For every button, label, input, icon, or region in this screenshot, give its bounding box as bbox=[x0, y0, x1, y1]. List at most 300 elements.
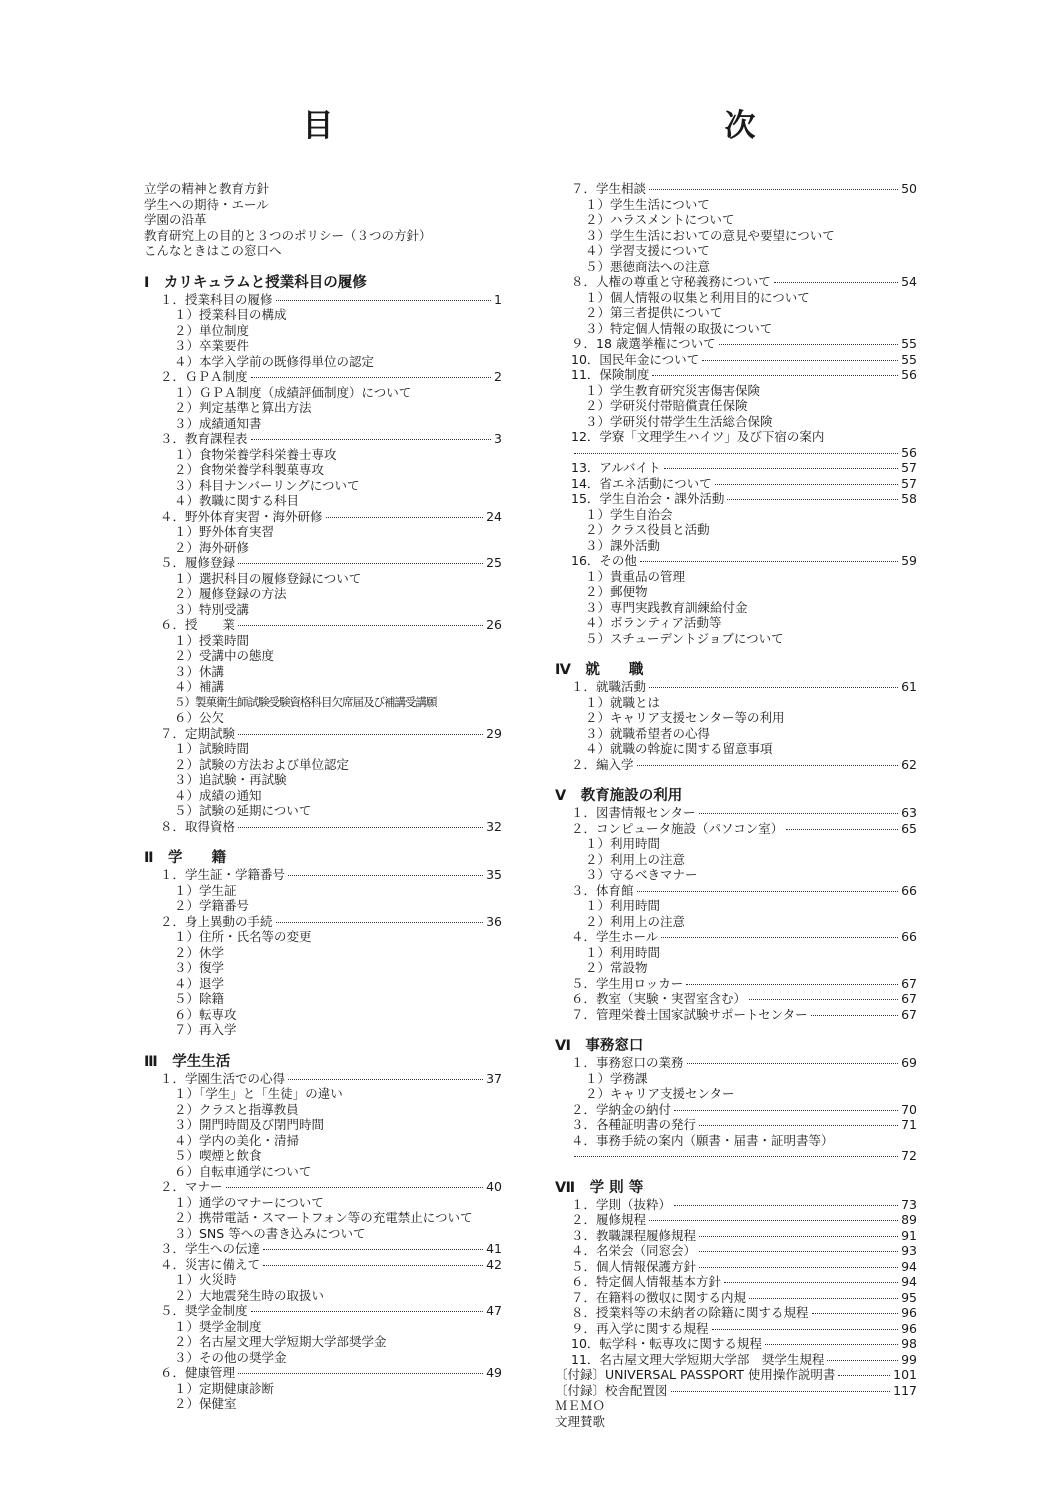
toc-subitem[interactable] bbox=[555, 914, 917, 930]
toc-subitem[interactable] bbox=[555, 259, 917, 275]
toc-page-number: 2 bbox=[494, 369, 502, 384]
toc-item-title: ２）ハラスメントについて bbox=[585, 212, 735, 227]
toc-subitem[interactable] bbox=[144, 1117, 502, 1133]
toc-page-number: 56 bbox=[901, 367, 917, 382]
toc-item-title: ３）休講 bbox=[174, 663, 225, 679]
dot-leader bbox=[649, 1220, 898, 1221]
toc-page-number: 72 bbox=[901, 1148, 917, 1163]
toc-section-heading[interactable] bbox=[144, 1054, 502, 1071]
toc-item[interactable] bbox=[555, 991, 917, 1007]
toc-page-number: 25 bbox=[486, 555, 502, 570]
toc-item[interactable] bbox=[555, 1259, 917, 1275]
toc-item[interactable] bbox=[555, 1102, 917, 1118]
toc-item-title: ２）第三者提供について bbox=[585, 305, 723, 320]
toc-subitem[interactable] bbox=[144, 1396, 502, 1412]
toc-subitem[interactable] bbox=[555, 852, 917, 868]
toc-item[interactable] bbox=[144, 867, 502, 883]
toc-page-number: 55 bbox=[901, 351, 917, 367]
toc-subitem[interactable] bbox=[555, 383, 917, 399]
toc-subitem[interactable] bbox=[144, 945, 502, 961]
toc-item-title: 文理賛歌 bbox=[555, 1413, 606, 1429]
dot-leader bbox=[699, 1267, 898, 1268]
toc-subitem[interactable] bbox=[144, 1226, 502, 1242]
toc-item-title: ２．学納金の納付 bbox=[571, 1101, 672, 1117]
toc-subitem[interactable] bbox=[555, 1071, 917, 1087]
toc-subitem[interactable] bbox=[555, 507, 917, 523]
toc-item[interactable] bbox=[555, 1290, 917, 1306]
toc-subitem[interactable] bbox=[555, 836, 917, 852]
toc-page-number: 66 bbox=[901, 929, 917, 944]
toc-item-title: 13．アルバイト bbox=[571, 460, 661, 475]
toc-item-title: １）個人情報の収集と利用目的について bbox=[585, 289, 810, 305]
dot-leader bbox=[686, 984, 898, 985]
toc-subitem[interactable] bbox=[144, 493, 502, 509]
toc-item-title: ４）学習支援について bbox=[585, 243, 710, 258]
toc-item-title: ８．人権の尊重と守秘義務について bbox=[571, 274, 771, 289]
dot-leader bbox=[238, 625, 483, 626]
toc-item[interactable] bbox=[555, 1321, 917, 1337]
toc-item-title: １）火災時 bbox=[174, 1272, 237, 1287]
toc-subitem[interactable] bbox=[144, 710, 502, 726]
toc-subitem[interactable] bbox=[555, 710, 917, 726]
toc-page-number: 98 bbox=[901, 1336, 917, 1351]
toc-item-title: ７．管理栄養士国家試験サポートセンター bbox=[571, 1006, 808, 1022]
toc-item-title: ８．取得資格 bbox=[160, 818, 236, 834]
dot-leader bbox=[276, 922, 484, 923]
toc-subitem[interactable] bbox=[144, 478, 502, 494]
toc-item-title: Ⅰ カリキュラムと授業科目の履修 bbox=[144, 274, 367, 291]
dot-leader bbox=[838, 1375, 890, 1376]
toc-section-heading[interactable] bbox=[144, 850, 502, 867]
toc-item[interactable] bbox=[555, 460, 917, 476]
toc-item[interactable] bbox=[144, 243, 502, 259]
toc-item-title: Ⅱ 学 籍 bbox=[144, 850, 227, 866]
toc-section-heading[interactable] bbox=[555, 1038, 917, 1055]
toc-item-title: ３．学生への伝達 bbox=[160, 1241, 261, 1256]
toc-subitem[interactable] bbox=[555, 569, 917, 585]
toc-subitem[interactable] bbox=[144, 1086, 502, 1102]
toc-item-title: ２）クラス役員と活動 bbox=[585, 522, 710, 537]
toc-item-title: ２）名古屋文理大学短期大学部奨学金 bbox=[174, 1334, 387, 1349]
toc-item[interactable] bbox=[144, 228, 502, 244]
toc-item[interactable] bbox=[144, 1241, 502, 1257]
toc-item[interactable] bbox=[555, 1352, 917, 1368]
toc-subitem[interactable] bbox=[144, 323, 502, 339]
toc-item-title: Ⅵ 事務窓口 bbox=[555, 1038, 644, 1054]
toc-subitem[interactable] bbox=[555, 615, 917, 631]
toc-item[interactable] bbox=[144, 617, 502, 633]
toc-item[interactable] bbox=[555, 821, 917, 837]
toc-subitem[interactable] bbox=[144, 883, 502, 899]
toc-item[interactable] bbox=[555, 367, 917, 383]
toc-item[interactable] bbox=[555, 929, 917, 945]
toc-subitem[interactable] bbox=[555, 1086, 917, 1102]
toc-subitem[interactable] bbox=[555, 726, 917, 742]
dot-leader bbox=[827, 1360, 898, 1361]
toc-item[interactable] bbox=[144, 726, 502, 742]
toc-subitem[interactable] bbox=[144, 1210, 502, 1226]
toc-section-heading[interactable] bbox=[144, 275, 502, 292]
toc-subitem[interactable] bbox=[144, 416, 502, 432]
toc-item-title: １）「学生」と「生徒」の違い bbox=[174, 1086, 343, 1101]
toc-item-title: １）授業時間 bbox=[174, 632, 250, 648]
toc-page-number: 32 bbox=[486, 818, 502, 834]
toc-item[interactable] bbox=[555, 1055, 917, 1071]
dot-leader bbox=[724, 1282, 898, 1283]
dot-leader bbox=[238, 827, 483, 828]
toc-subitem[interactable] bbox=[555, 321, 917, 337]
toc-subitem[interactable] bbox=[144, 898, 502, 914]
dot-leader bbox=[263, 1265, 483, 1266]
toc-subitem[interactable] bbox=[144, 664, 502, 680]
dot-leader bbox=[661, 937, 898, 938]
toc-item-title: ７．学生相談 bbox=[571, 181, 647, 196]
toc-item[interactable] bbox=[555, 181, 917, 197]
toc-subitem[interactable] bbox=[144, 1319, 502, 1335]
dot-leader bbox=[727, 499, 898, 500]
toc-item-title: ４）教職に関する科目 bbox=[174, 493, 300, 508]
toc-item[interactable] bbox=[144, 369, 502, 385]
toc-subitem[interactable] bbox=[144, 803, 502, 819]
toc-subitem[interactable] bbox=[144, 929, 502, 945]
toc-item[interactable] bbox=[144, 555, 502, 571]
dot-leader bbox=[640, 561, 898, 562]
toc-subitem[interactable] bbox=[144, 741, 502, 757]
toc-item[interactable] bbox=[555, 1228, 917, 1244]
toc-item-title: １．事務窓口の業務 bbox=[571, 1055, 684, 1070]
toc-item[interactable] bbox=[555, 679, 917, 695]
toc-item-title: 学園の沿革 bbox=[144, 212, 207, 227]
toc-item[interactable] bbox=[144, 292, 502, 308]
dot-leader bbox=[774, 282, 898, 283]
toc-item-title: こんなときはこの窓口へ bbox=[144, 243, 282, 258]
toc-item-title: ４）退学 bbox=[174, 975, 225, 991]
toc-subitem[interactable] bbox=[144, 354, 502, 370]
toc-item-title: ６．特定個人情報基本方針 bbox=[571, 1274, 722, 1289]
toc-item[interactable] bbox=[555, 1117, 917, 1133]
toc-subitem[interactable] bbox=[144, 462, 502, 478]
toc-item-title: 16．その他 bbox=[571, 553, 637, 568]
section-spacer bbox=[555, 1022, 917, 1038]
toc-page-number: 94 bbox=[901, 1274, 917, 1289]
toc-page-number: 63 bbox=[901, 805, 917, 820]
toc-item-title: 〔付録〕UNIVERSAL PASSPORT 使用操作説明書 bbox=[555, 1367, 836, 1382]
toc-subitem[interactable] bbox=[555, 212, 917, 228]
toc-subitem[interactable] bbox=[144, 772, 502, 788]
dot-leader bbox=[649, 189, 898, 190]
dot-leader bbox=[671, 1391, 891, 1392]
toc-item[interactable] bbox=[555, 976, 917, 992]
toc-page-number: 101 bbox=[893, 1367, 917, 1382]
dot-leader bbox=[251, 377, 492, 378]
toc-item[interactable] bbox=[555, 476, 917, 492]
toc-item[interactable] bbox=[555, 429, 917, 445]
toc-section-heading[interactable] bbox=[555, 788, 917, 805]
toc-page-number: 3 bbox=[494, 431, 502, 446]
toc-subitem[interactable] bbox=[555, 522, 917, 538]
toc-subitem[interactable] bbox=[144, 976, 502, 992]
dot-leader bbox=[702, 360, 898, 361]
toc-item-title: ４）補講 bbox=[174, 679, 225, 694]
toc-item-title: １．授業科目の履修 bbox=[160, 291, 273, 307]
toc-item-title: ２）学研災付帯賠償責任保険 bbox=[585, 398, 748, 413]
toc-item[interactable] bbox=[144, 914, 502, 930]
toc-item-title: ３）特別受講 bbox=[174, 601, 250, 617]
toc-item-title: Ⅳ 就 職 bbox=[555, 662, 644, 678]
toc-subitem[interactable] bbox=[555, 197, 917, 213]
toc-subitem[interactable] bbox=[555, 398, 917, 414]
toc-page-number: 24 bbox=[486, 508, 502, 524]
toc-item-title: ７）再入学 bbox=[174, 1022, 237, 1037]
toc-item-title: ２）携帯電話・スマートフォン等の充電禁止について bbox=[174, 1210, 473, 1225]
dot-leader bbox=[712, 1329, 899, 1330]
toc-item-title: ３．体育館 bbox=[571, 882, 634, 898]
toc-item-title: ６．授 業 bbox=[160, 617, 236, 632]
toc-subitem[interactable] bbox=[555, 741, 917, 757]
toc-item[interactable] bbox=[555, 491, 917, 507]
toc-item-title: １）奨学金制度 bbox=[174, 1318, 262, 1334]
toc-page-number: 36 bbox=[486, 913, 502, 929]
toc-subitem[interactable] bbox=[555, 243, 917, 259]
toc-subitem[interactable] bbox=[144, 960, 502, 976]
toc-subitem[interactable] bbox=[555, 695, 917, 711]
toc-item[interactable] bbox=[555, 1212, 917, 1228]
toc-item[interactable] bbox=[555, 1336, 917, 1352]
toc-item[interactable] bbox=[555, 553, 917, 569]
toc-item[interactable] bbox=[144, 1365, 502, 1381]
toc-item[interactable] bbox=[555, 352, 917, 368]
toc-item-title: ３）専門実践教育訓練給付金 bbox=[585, 599, 748, 615]
toc-item-title: １）学生自治会 bbox=[585, 506, 673, 522]
toc-item-title: １）利用時間 bbox=[585, 944, 661, 960]
toc-page-number: 50 bbox=[901, 181, 917, 196]
toc-subitem[interactable] bbox=[144, 1272, 502, 1288]
toc-page-number: 59 bbox=[901, 553, 917, 568]
toc-item[interactable] bbox=[555, 805, 917, 821]
dot-leader bbox=[238, 563, 483, 564]
toc-item-title: ２）学籍番号 bbox=[174, 898, 250, 913]
toc-item[interactable] bbox=[144, 509, 502, 525]
toc-item-title: ２）保健室 bbox=[174, 1396, 237, 1411]
toc-item[interactable] bbox=[555, 757, 917, 773]
toc-item[interactable] bbox=[144, 1179, 502, 1195]
dot-leader bbox=[786, 829, 898, 830]
toc-page-number: 58 bbox=[901, 491, 917, 506]
toc-item[interactable] bbox=[144, 181, 502, 197]
toc-item[interactable] bbox=[144, 1071, 502, 1087]
toc-item[interactable] bbox=[555, 1148, 917, 1164]
dot-leader bbox=[719, 344, 898, 345]
toc-item-title: ２）常設物 bbox=[585, 960, 648, 975]
toc-item[interactable] bbox=[144, 197, 502, 213]
dot-leader bbox=[715, 484, 898, 485]
toc-item[interactable] bbox=[144, 1303, 502, 1319]
toc-item[interactable] bbox=[555, 274, 917, 290]
toc-subitem[interactable] bbox=[144, 1288, 502, 1304]
toc-page-number: 37 bbox=[486, 1070, 502, 1086]
toc-item-title: ４）就職の斡旋に関する留意事項 bbox=[585, 741, 773, 756]
toc-item-title: ５）悪徳商法への注意 bbox=[585, 258, 711, 274]
toc-item-title: ３．教育課程表 bbox=[160, 431, 248, 446]
toc-item[interactable] bbox=[555, 1133, 917, 1149]
toc-item[interactable] bbox=[555, 1243, 917, 1259]
dot-leader bbox=[288, 875, 483, 876]
toc-item-title: ３）成績通知書 bbox=[174, 415, 262, 431]
toc-subitem[interactable] bbox=[555, 305, 917, 321]
toc-subitem[interactable] bbox=[144, 400, 502, 416]
toc-subitem[interactable] bbox=[144, 1195, 502, 1211]
toc-item-title: １．就職活動 bbox=[571, 679, 647, 694]
toc-item[interactable] bbox=[555, 1274, 917, 1290]
toc-item-title: ４．災害に備えて bbox=[160, 1256, 261, 1272]
toc-subitem[interactable] bbox=[555, 960, 917, 976]
toc-item[interactable] bbox=[555, 445, 917, 461]
toc-item-title: ２）履修登録の方法 bbox=[174, 586, 287, 601]
toc-subitem[interactable] bbox=[555, 631, 917, 647]
toc-item-title: １．学園生活での心得 bbox=[160, 1070, 286, 1086]
toc-item-title: ２）クラスと指導教員 bbox=[174, 1101, 299, 1117]
toc-subitem[interactable] bbox=[144, 571, 502, 587]
toc-subitem[interactable] bbox=[144, 602, 502, 618]
toc-section-heading[interactable] bbox=[555, 1180, 917, 1197]
toc-subitem[interactable] bbox=[555, 228, 917, 244]
toc-subitem[interactable] bbox=[144, 586, 502, 602]
dot-leader bbox=[326, 517, 484, 518]
toc-subitem[interactable] bbox=[555, 945, 917, 961]
toc-item[interactable] bbox=[555, 1398, 917, 1414]
toc-item-title: １）学生教育研究災害傷害保険 bbox=[585, 382, 761, 398]
toc-page-number: 71 bbox=[901, 1117, 917, 1132]
toc-section-heading[interactable] bbox=[555, 662, 917, 679]
toc-subitem[interactable] bbox=[144, 788, 502, 804]
toc-page-number: 99 bbox=[901, 1351, 917, 1367]
toc-item-title: ３）学生生活においての意見や要望について bbox=[585, 227, 835, 243]
toc-item[interactable] bbox=[555, 883, 917, 899]
dot-leader bbox=[238, 734, 483, 735]
dot-leader bbox=[812, 1313, 899, 1314]
toc-subitem[interactable] bbox=[555, 867, 917, 883]
toc-item-title: １）授業科目の構成 bbox=[174, 307, 287, 322]
toc-subitem[interactable] bbox=[555, 414, 917, 430]
toc-subitem[interactable] bbox=[144, 385, 502, 401]
dot-leader bbox=[238, 1373, 483, 1374]
toc-item-title: 14．省エネ活動について bbox=[571, 475, 712, 491]
toc-item[interactable] bbox=[555, 1197, 917, 1213]
toc-item-title: ２）郵便物 bbox=[585, 584, 648, 599]
toc-item[interactable] bbox=[144, 212, 502, 228]
toc-item-title: ２．ＧＰＡ制度 bbox=[160, 369, 248, 384]
toc-subitem[interactable] bbox=[144, 991, 502, 1007]
toc-subitem[interactable] bbox=[555, 600, 917, 616]
toc-item-title: ３）科目ナンバーリングについて bbox=[174, 477, 360, 493]
dot-leader bbox=[251, 439, 492, 440]
toc-item-title: １）選択科目の履修登録について bbox=[174, 570, 362, 586]
toc-subitem[interactable] bbox=[144, 1022, 502, 1038]
toc-subitem[interactable] bbox=[144, 338, 502, 354]
toc-subitem[interactable] bbox=[144, 1381, 502, 1397]
toc-item-title: ２）利用上の注意 bbox=[585, 913, 686, 929]
toc-right-column bbox=[555, 181, 917, 1429]
toc-subitem[interactable] bbox=[144, 648, 502, 664]
toc-subitem[interactable] bbox=[144, 757, 502, 773]
toc-item[interactable] bbox=[555, 1305, 917, 1321]
toc-item-title: 15．学生自治会・課外活動 bbox=[571, 491, 725, 506]
toc-subitem[interactable] bbox=[555, 290, 917, 306]
toc-page-number: 96 bbox=[901, 1305, 917, 1320]
toc-item-title: ９．再入学に関する規程 bbox=[571, 1320, 709, 1336]
toc-item-title: ４．学生ホール bbox=[571, 929, 659, 944]
toc-page-number: 40 bbox=[486, 1179, 502, 1194]
toc-subitem[interactable] bbox=[144, 633, 502, 649]
toc-subitem[interactable] bbox=[555, 584, 917, 600]
toc-item-title: ３）SNS 等への書き込みについて bbox=[174, 1225, 366, 1241]
dot-leader bbox=[574, 1156, 898, 1157]
toc-page-number: 66 bbox=[901, 882, 917, 898]
toc-item-title: ５．個人情報保護方針 bbox=[571, 1258, 697, 1274]
toc-page-number: 67 bbox=[901, 975, 917, 991]
toc-item[interactable] bbox=[144, 1257, 502, 1273]
toc-item-title: １）貴重品の管理 bbox=[585, 568, 686, 584]
toc-subitem[interactable] bbox=[555, 538, 917, 554]
toc-item[interactable] bbox=[144, 431, 502, 447]
toc-item-title: ２）利用上の注意 bbox=[585, 851, 686, 867]
toc-item-title: ９．18 歳選挙権について bbox=[571, 336, 716, 351]
dot-leader bbox=[251, 1311, 484, 1312]
toc-subitem[interactable] bbox=[144, 1148, 502, 1164]
dot-leader bbox=[652, 375, 898, 376]
toc-page-number: 35 bbox=[486, 867, 502, 882]
toc-subitem[interactable] bbox=[144, 307, 502, 323]
toc-item-title: ３）就職希望者の心得 bbox=[585, 725, 711, 741]
toc-item-title: ２）判定基準と算出方法 bbox=[174, 400, 312, 415]
toc-subitem[interactable] bbox=[555, 898, 917, 914]
toc-page-number: 95 bbox=[901, 1289, 917, 1305]
dot-leader bbox=[637, 891, 899, 892]
toc-subitem[interactable] bbox=[144, 1133, 502, 1149]
toc-item-title: ５．奨学金制度 bbox=[160, 1303, 248, 1318]
toc-subitem[interactable] bbox=[144, 1102, 502, 1118]
toc-page-number: 47 bbox=[486, 1303, 502, 1318]
toc-subitem[interactable] bbox=[144, 540, 502, 556]
toc-item-title: ４）ボランティア活動等 bbox=[585, 615, 722, 630]
toc-page-number: 70 bbox=[901, 1101, 917, 1117]
toc-item-title: ２）キャリア支援センター等の利用 bbox=[585, 710, 785, 725]
toc-item-title: ２）受講中の態度 bbox=[174, 648, 275, 663]
toc-subitem[interactable] bbox=[144, 695, 502, 711]
toc-subitem[interactable] bbox=[144, 1164, 502, 1180]
toc-item[interactable] bbox=[555, 336, 917, 352]
toc-item[interactable] bbox=[555, 1383, 917, 1399]
dot-leader bbox=[699, 1125, 898, 1126]
toc-subitem[interactable] bbox=[144, 447, 502, 463]
toc-subitem[interactable] bbox=[144, 679, 502, 695]
toc-subitem[interactable] bbox=[144, 524, 502, 540]
dot-leader bbox=[649, 687, 898, 688]
toc-item[interactable] bbox=[555, 1007, 917, 1023]
dot-leader bbox=[288, 1079, 483, 1080]
toc-subitem[interactable] bbox=[144, 1007, 502, 1023]
toc-subitem[interactable] bbox=[144, 1334, 502, 1350]
toc-item[interactable] bbox=[555, 1367, 917, 1383]
toc-item-title: １）就職とは bbox=[585, 694, 661, 710]
toc-subitem[interactable] bbox=[144, 1350, 502, 1366]
toc-page-number: 62 bbox=[901, 756, 917, 772]
toc-item[interactable] bbox=[555, 1414, 917, 1430]
toc-item-title: ３）復学 bbox=[174, 960, 225, 975]
toc-page-number: 57 bbox=[901, 475, 917, 491]
toc-item[interactable] bbox=[144, 819, 502, 835]
dot-leader bbox=[574, 453, 898, 454]
